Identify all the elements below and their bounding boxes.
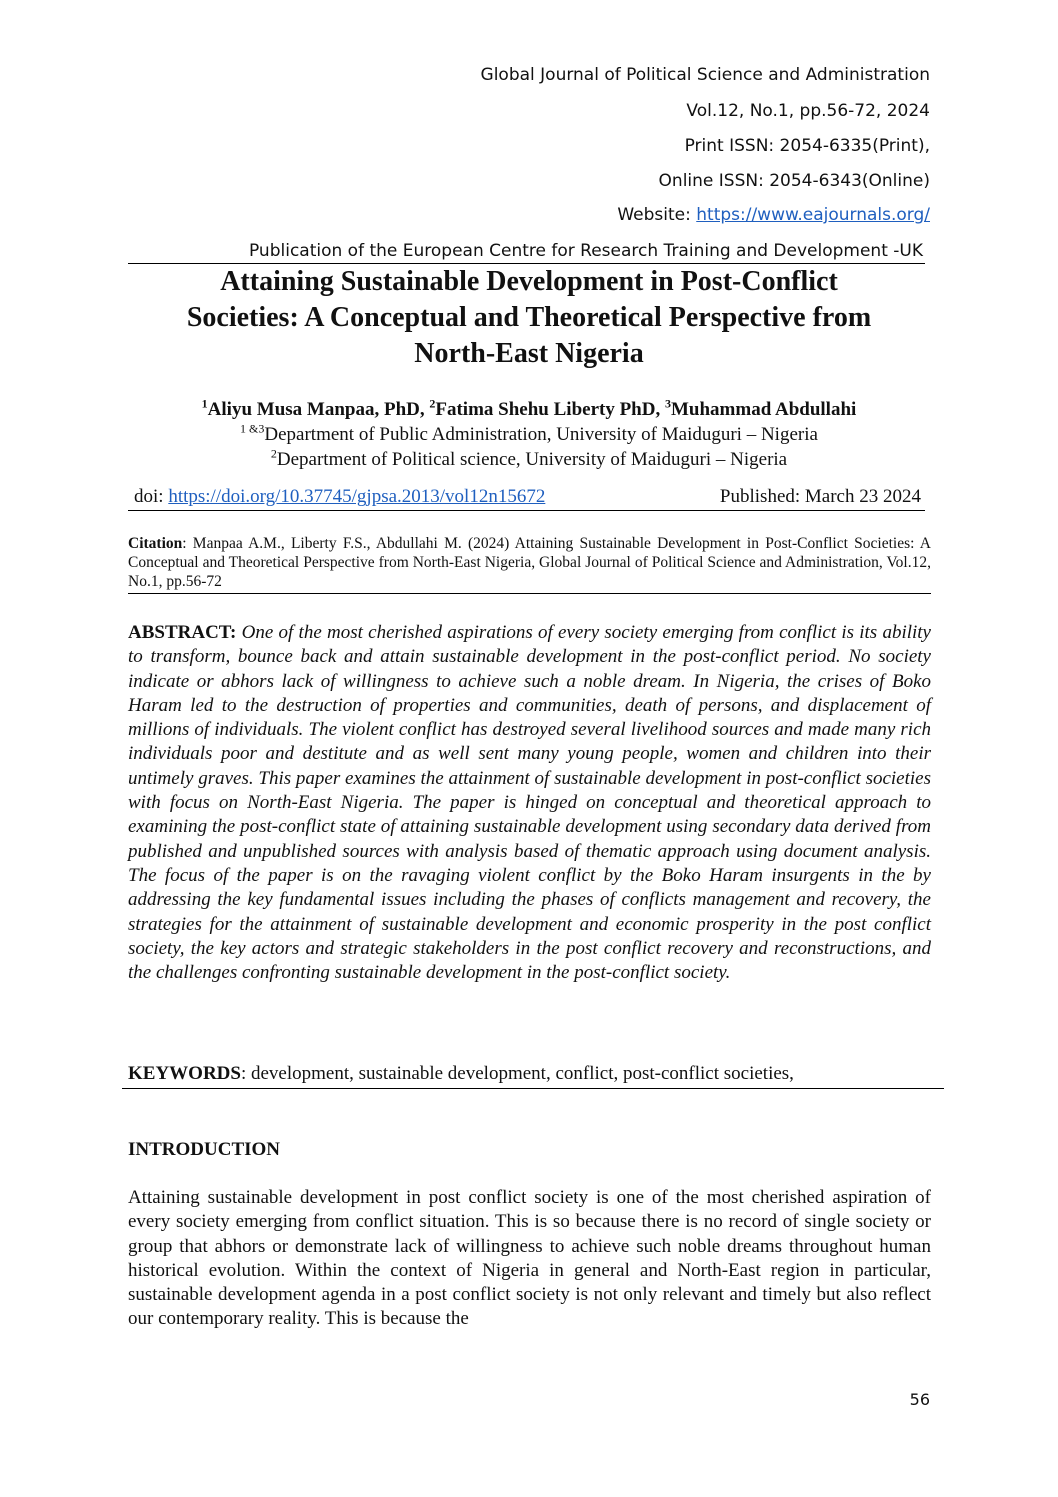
publisher-rule (128, 241, 925, 264)
doi-row (128, 486, 925, 511)
affiliation-2 (100, 448, 958, 472)
publisher-line: Publication of the European Centre for Research Training and Development -UK (248, 241, 923, 261)
affiliation-1-text: Department of Public Administration, University of Maiduguri – Nigeria (264, 424, 818, 445)
author-list (100, 398, 958, 422)
affiliation-1 (100, 423, 958, 447)
affiliation-2-text: Department of Political science, University of Maiduguri – Nigeria (276, 449, 788, 470)
keywords-label: KEYWORDS (128, 1063, 241, 1084)
affiliation-1-sup: 1 &3 (240, 421, 265, 436)
keywords (122, 1062, 944, 1089)
abstract-label: ABSTRACT: (128, 622, 237, 643)
author-1-sup: 1 (201, 396, 208, 411)
introduction-paragraph: Attaining sustainable development in post conflict society is one of the most cherished aspiration of every society emerging from conflict situation. This is so because there is no record of single society or group that abhors or demonstrate lack of willingness to achieve such noble dreams throughout human historical evolution. Within the context of Nigeria in general and North-East region in particular, sustainable development agenda in a post conflict society is not only relevant and timely but also reflect our contemporary reality. This is because the (128, 1187, 931, 1330)
doi (134, 486, 545, 508)
author-2-sup: 2 (429, 396, 436, 411)
affiliation-2-sup: 2 (270, 446, 277, 461)
author-3: Muhammad Abdullahi (670, 399, 857, 420)
print-issn: Print ISSN: 2054-6335(Print), (684, 136, 930, 156)
citation (128, 534, 931, 594)
website-label: Website: (617, 205, 697, 225)
abstract-text: One of the most cherished aspirations of every society emerging from conflict is its ability to transform, bounce back and attain sustainable development in the post-conflict period. No society indicate or abhors lack of willingness to achieve such a noble dream. In Nigeria, the crises of Boko Haram led to the destruction of properties and communities, death of persons, and displacement of millions of individuals. The violent conflict has destroyed several livelihood sources and made many rich individuals poor and destitute and as well sent many young people, women and children into their untimely graves. This paper examines the attainment of sustainable development in post-conflict societies with focus on North-East Nigeria. The paper is hinged on conceptual and theoretical approach to examining the post-conflict state of attaining sustainable development using secondary data derived from published and unpublished sources with analysis based of thematic approach using document analysis. The focus of the paper is on the ravaging violent conflict by the Boko Haram insurgents in the by addressing the key fundamental issues including the phases of conflicts management and recovery, the strategies for the attainment of sustainable development and economic prosperity in the post conflict society, the key actors and strategic stakeholders in the post conflict recovery and reconstructions, and the challenges confronting sustainable development in the post-conflict society. (128, 622, 931, 984)
published-date: Published: March 23 2024 (719, 486, 921, 507)
title-line-2: Societies: A Conceptual and Theoretical Perspective from (186, 302, 872, 333)
website-line (617, 205, 930, 225)
author-2: Fatima Shehu Liberty PhD, (435, 399, 665, 420)
online-issn: Online ISSN: 2054-6343(Online) (658, 171, 930, 191)
doi-label: doi: (134, 486, 169, 507)
website-link[interactable]: https://www.eajournals.org/ (696, 205, 930, 225)
title-line-3: North-East Nigeria (414, 338, 644, 369)
author-1: Aliyu Musa Manpaa, PhD, (207, 399, 430, 420)
author-3-sup: 3 (664, 396, 671, 411)
section-heading-introduction: INTRODUCTION (128, 1139, 281, 1160)
abstract (128, 621, 931, 985)
journal-name: Global Journal of Political Science and Administration (480, 65, 930, 85)
title-line-1: Attaining Sustainable Development in Post-Conflict (220, 266, 838, 297)
paper-title (100, 264, 958, 372)
page-number: 56 (909, 1390, 930, 1409)
volume-info: Vol.12, No.1, pp.56-72, 2024 (686, 101, 930, 121)
citation-text: : Manpaa A.M., Liberty F.S., Abdullahi M. (2024) Attaining Sustainable Development in Post-Conflict Societies: A Conceptual and Theoretical Perspective from North-East Nigeria, Global Journal of Political Science and Administration, Vol.12, No.1, pp.56-72 (128, 535, 931, 590)
citation-label: Citation (128, 535, 183, 552)
keywords-text: : development, sustainable development, conflict, post-conflict societies, (240, 1063, 794, 1084)
doi-link[interactable]: https://doi.org/10.37745/gjpsa.2013/vol12n15672 (168, 486, 546, 507)
